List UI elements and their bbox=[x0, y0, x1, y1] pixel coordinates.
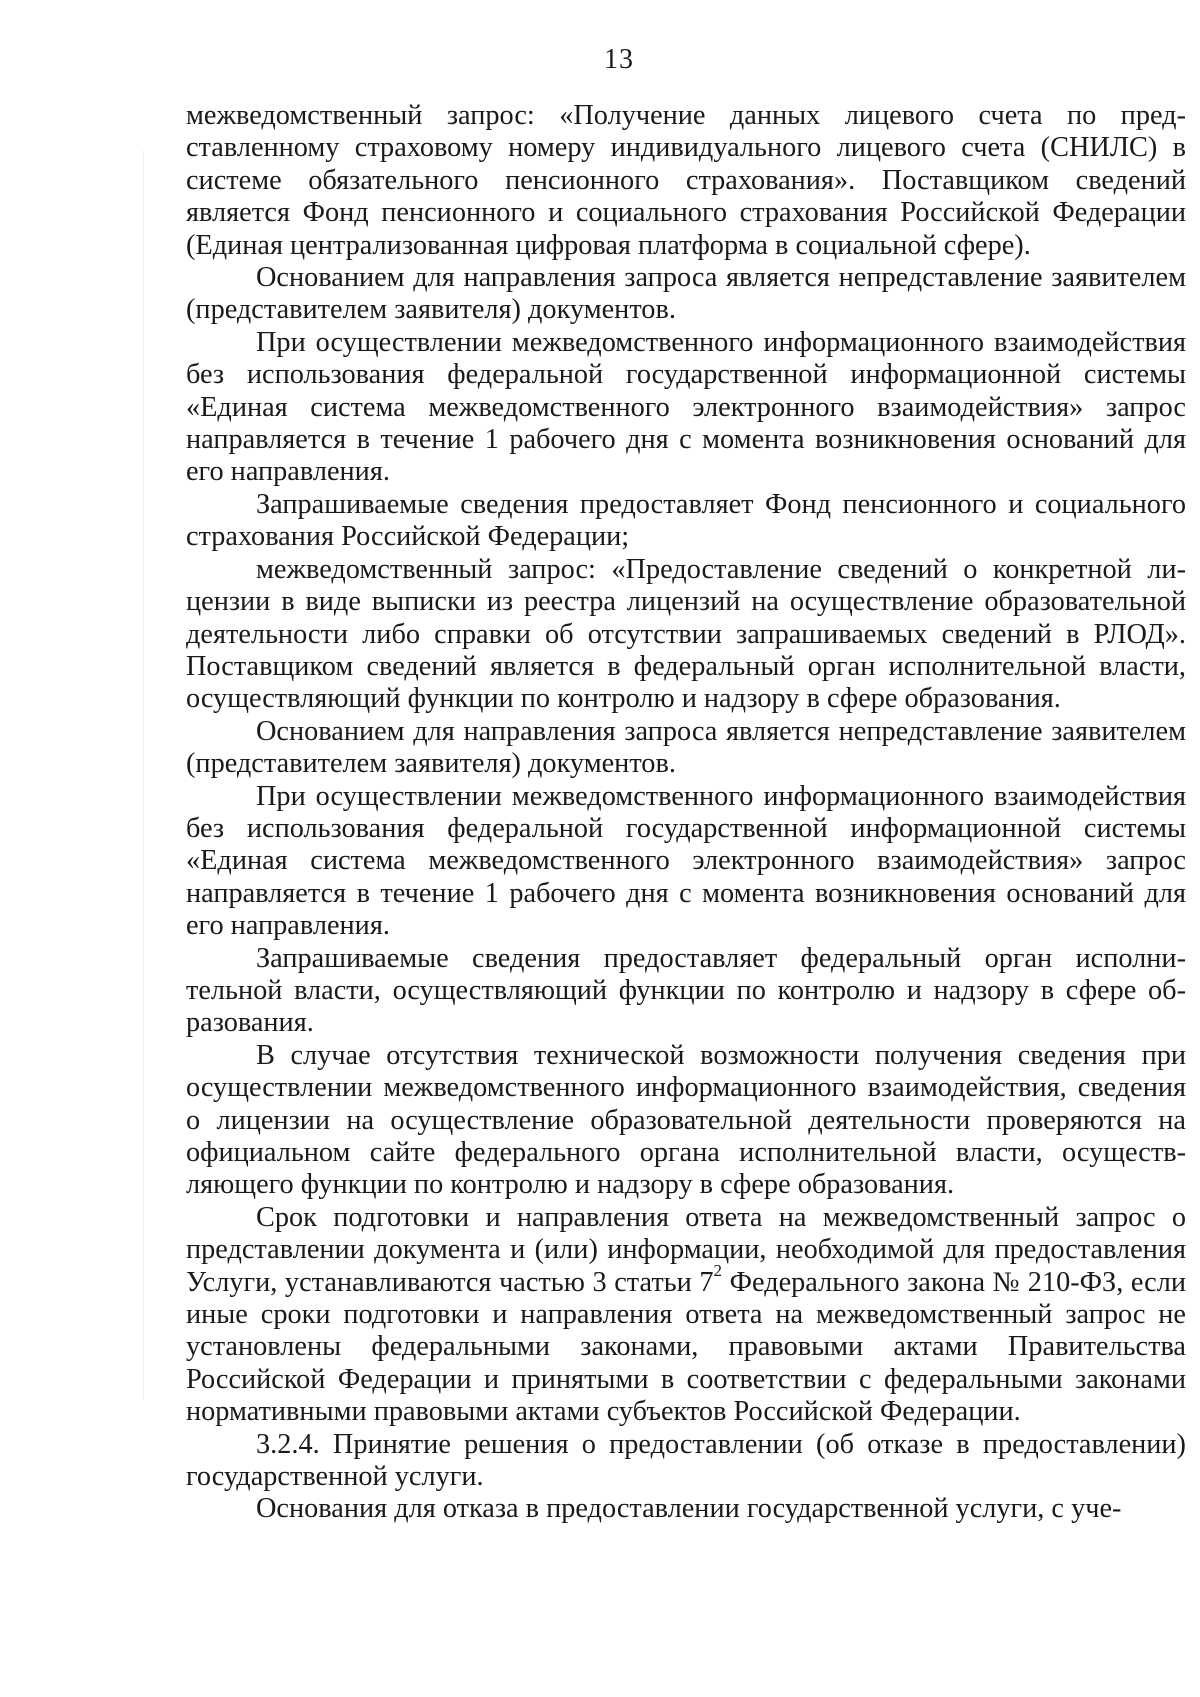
paragraph-5: межведомственный запрос: «Предоставление сведений о конкретной лицензии в виде выписки из реестра лицензий на осуществление образовательной деятельности либо справки об отсутствии запрашиваемых сведений в РЛОД». Поставщиком сведений является в федеральный орган исполнительной власти, осуществляющий функции по контролю и надзору в сфере образования. bbox=[186, 553, 1186, 715]
paragraph-3: При осуществлении межведомственного информационного взаимодействия без использования федеральной государственной информационной системы «Единая система межведомственного электронного взаимодействия» запрос направляется в течение 1 рабочего дня с момента возникновения оснований для его направления. bbox=[186, 326, 1186, 488]
paragraph-10 bbox=[186, 1202, 1186, 1429]
document-body bbox=[186, 100, 1186, 1526]
paragraph-12: Основания для отказа в предоставлении государственной услуги, с уче- bbox=[256, 1493, 1122, 1525]
page-number: 13 bbox=[604, 44, 634, 75]
paragraph-10-after: Федерального закона № 210-ФЗ, если иные сроки подготовки и направления ответа на межведомственный запрос не установлены федеральными законами, правовыми актами Правительства Российской Федерации и принятыми в соответствии с федеральными законами нормативными правовыми актами субъектов Российской Федерации. bbox=[186, 1266, 1186, 1428]
paragraph-4: Запрашиваемые сведения предоставляет Фонд пенсионного и социального страхования Российской Федерации; bbox=[186, 488, 1186, 553]
paragraph-11: 3.2.4. Принятие решения о предоставлении (об отказе в предоставлении) государственной услуги. bbox=[186, 1428, 1186, 1493]
superscript-2: 2 bbox=[713, 1261, 723, 1281]
paragraph-2: Основанием для направления запроса является непредставление заявителем (представителем заявителя) документов. bbox=[186, 262, 1186, 326]
paragraph-10-before: Срок подготовки и направления ответа на межведомственный запрос о представлении документа и (или) информации, необходимой для предоставления Услуги, устанавливаются частью 3 статьи 7 bbox=[186, 1201, 1186, 1298]
paragraph-1: межведомственный запрос: «Получение данных лицевого счета по представленному страховому номеру индивидуального лицевого счета (СНИЛС) в системе обязательного пенсионного страхования». Поставщиком сведений является Фонд пенсионного и социального страхования Российской Федерации (Единая централизованная цифровая платформа в социальной сфере). bbox=[186, 100, 1186, 261]
paragraph-8: Запрашиваемые сведения предоставляет федеральный орган исполнительной власти, осуществляющий функции по контролю и надзору в сфере образования. bbox=[186, 942, 1186, 1039]
paragraph-9: В случае отсутствия технической возможности получения сведения при осуществлении межведомственного информационного взаимодействия, сведения о лицензии на осуществление образовательной деятельности проверяются на официальном сайте федерального органа исполнительной власти, осуществляющего функции по контролю и надзору в сфере образования. bbox=[186, 1039, 1186, 1201]
paragraph-7: При осуществлении межведомственного информационного взаимодействия без использования федеральной государственной информационной системы «Единая система межведомственного электронного взаимодействия» запрос направляется в течение 1 рабочего дня с момента возникновения оснований для его направления. bbox=[186, 780, 1186, 942]
scan-margin-mark bbox=[143, 150, 144, 1400]
paragraph-6: Основанием для направления запроса является непредставление заявителем (представителем заявителя) документов. bbox=[186, 715, 1186, 780]
